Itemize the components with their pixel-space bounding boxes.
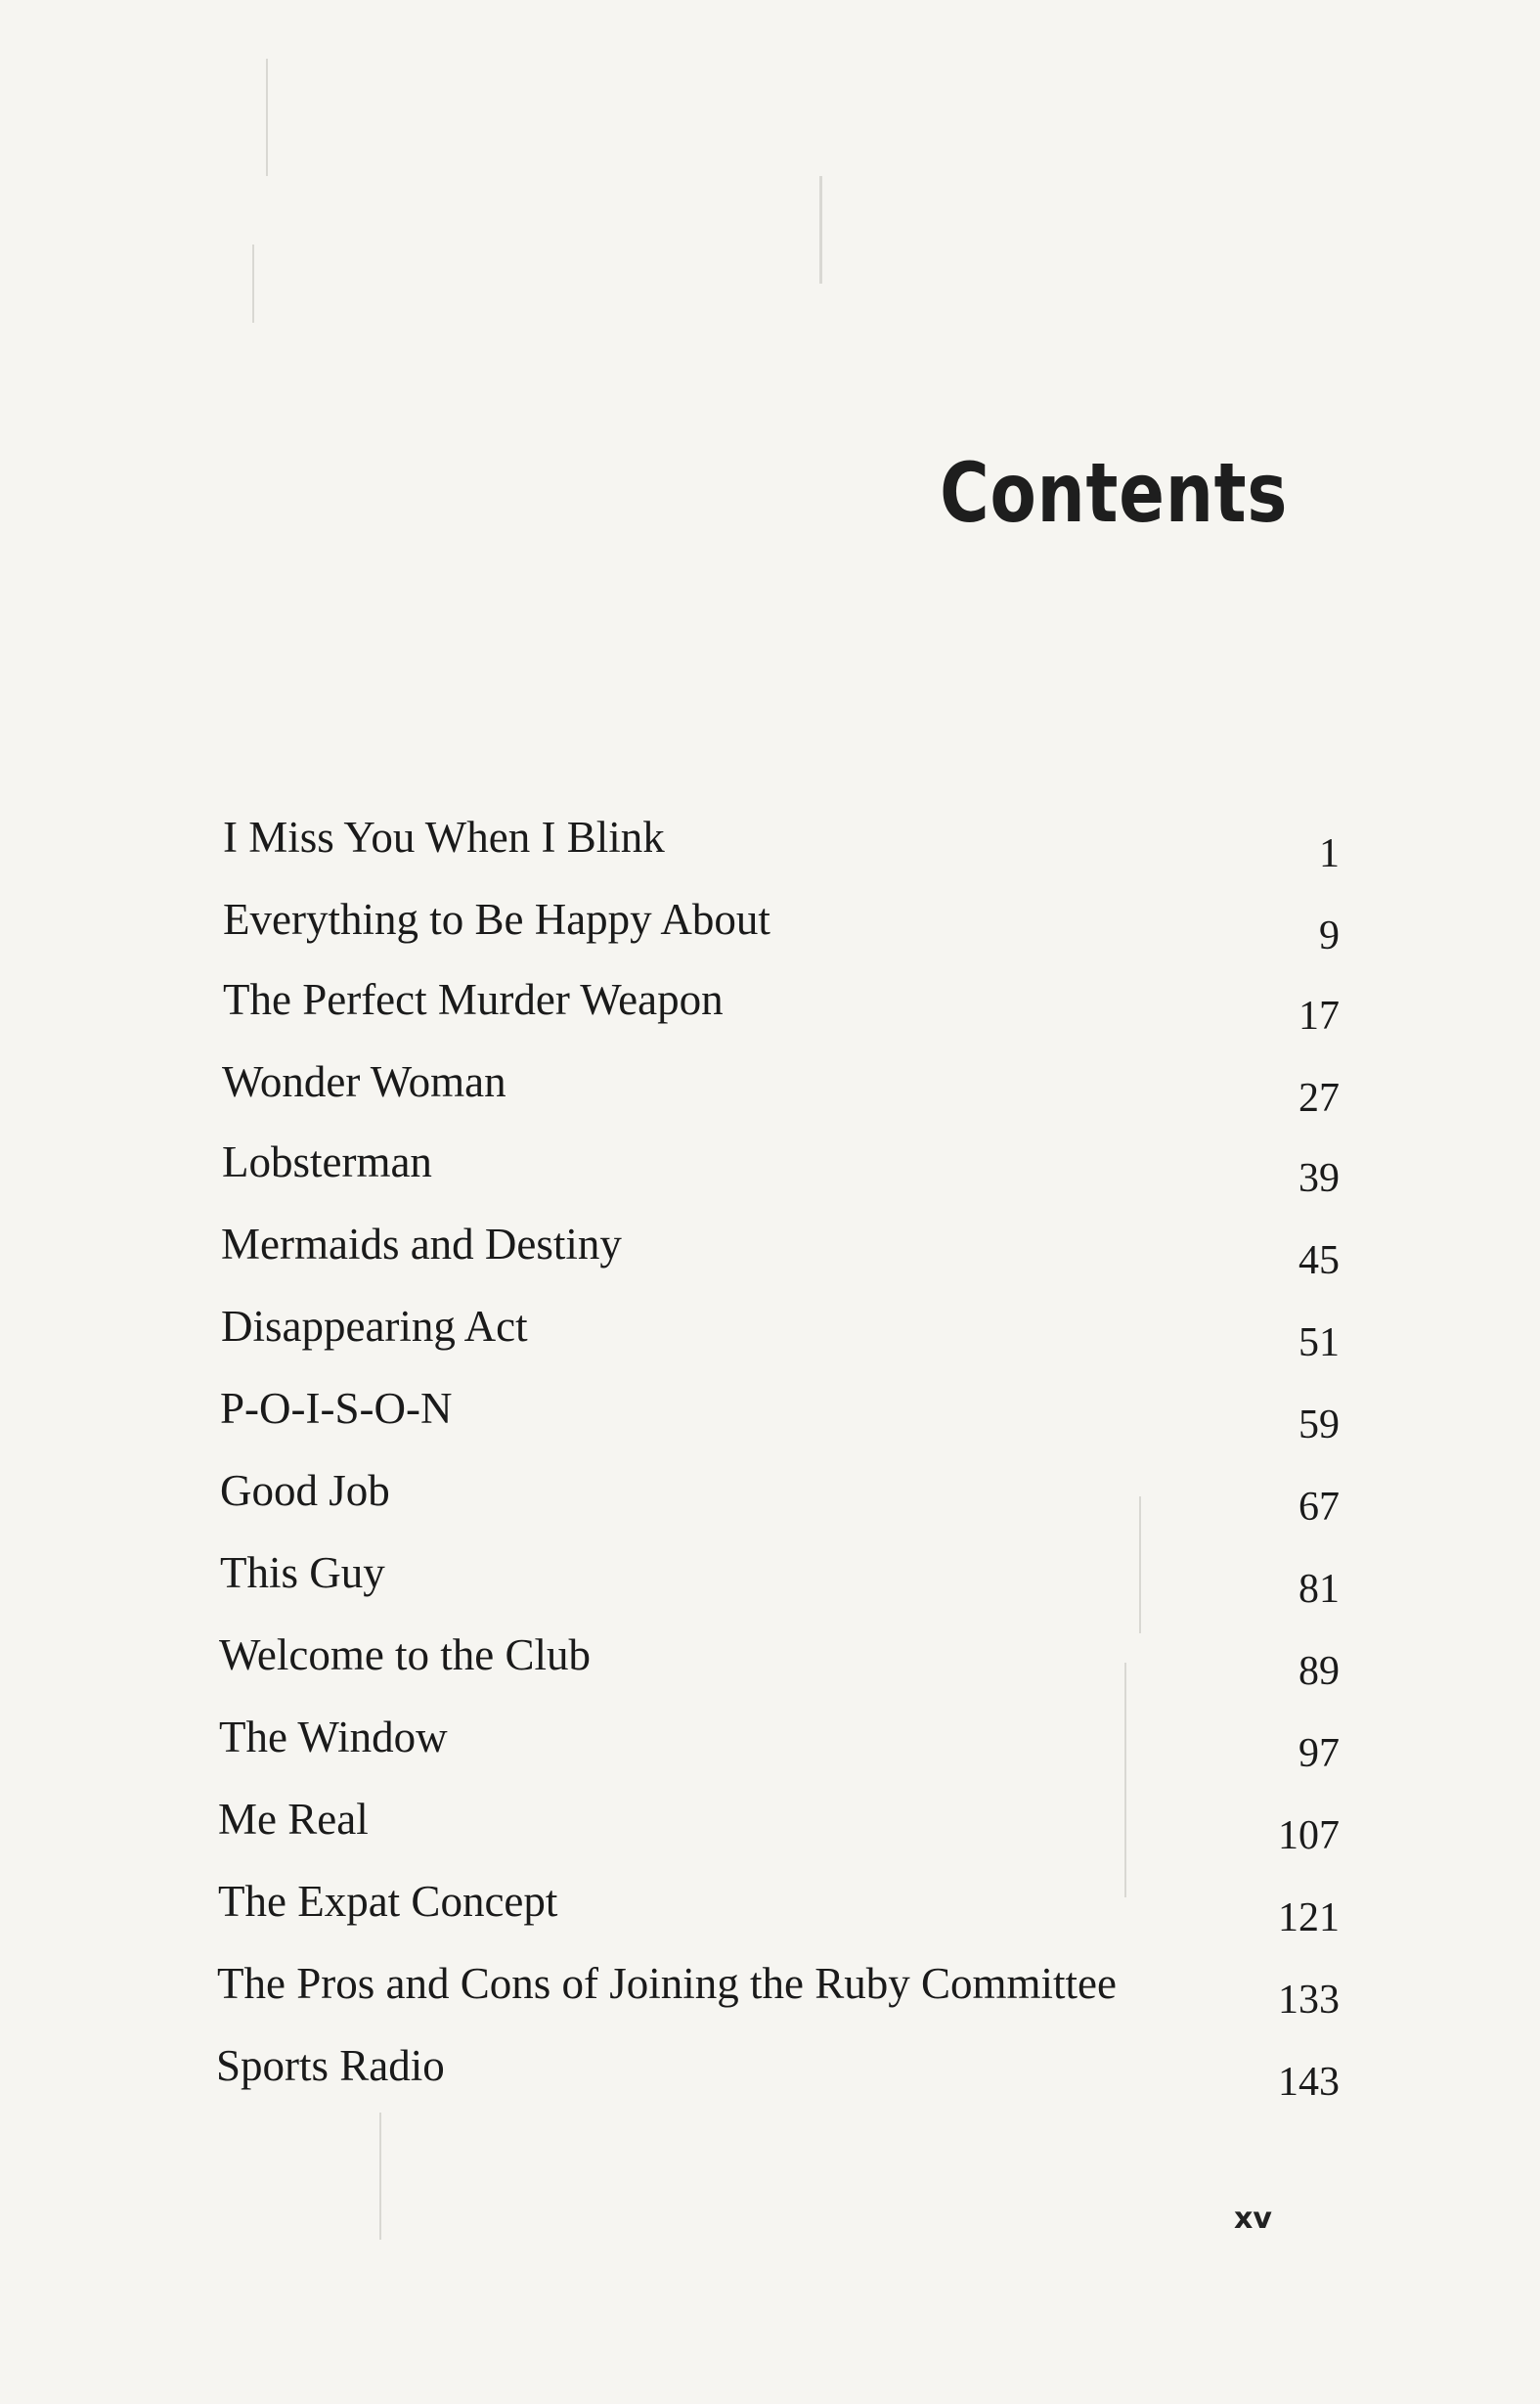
page-number: xv (1234, 2202, 1272, 2236)
toc-entry-page: 59 (1298, 1402, 1340, 1447)
scan-mark (819, 176, 822, 284)
scan-mark (266, 59, 268, 176)
toc-entry-page: 67 (1298, 1485, 1340, 1530)
toc-entry-title: This Guy (220, 1548, 385, 1597)
toc-entry-title: Me Real (218, 1795, 369, 1844)
toc-entry-title: Sports Radio (216, 2041, 445, 2090)
toc-entry-page: 27 (1298, 1076, 1340, 1121)
toc-entry-title: The Window (219, 1713, 448, 1761)
scan-mark (1124, 1663, 1126, 1897)
toc-entry-title: Disappearing Act (221, 1302, 528, 1351)
toc-entry-title: The Perfect Murder Weapon (223, 975, 724, 1024)
toc-entry-page: 39 (1298, 1156, 1340, 1201)
toc-entry-title: The Expat Concept (218, 1877, 558, 1926)
toc-entry-title: Wonder Woman (222, 1057, 506, 1106)
toc-entry-page: 17 (1298, 994, 1340, 1039)
toc-entry-title: Good Job (220, 1466, 390, 1515)
toc-entry-page: 107 (1278, 1813, 1340, 1858)
toc-entry-page: 143 (1278, 2060, 1340, 2105)
toc-entry-title: P-O-I-S-O-N (220, 1384, 453, 1433)
toc-entry-title: Lobsterman (222, 1137, 432, 1186)
page-title: Contents (939, 445, 1288, 541)
toc-entry-title: The Pros and Cons of Joining the Ruby Committee (217, 1959, 1117, 2008)
scan-mark (252, 245, 254, 323)
toc-entry-title: Everything to Be Happy About (223, 895, 770, 944)
toc-entry-title: Welcome to the Club (219, 1630, 592, 1679)
scan-mark (1139, 1496, 1141, 1633)
toc-entry-page: 89 (1298, 1649, 1340, 1694)
toc-entry-page: 1 (1319, 831, 1340, 876)
scan-mark (379, 2113, 381, 2240)
toc-entry-page: 9 (1319, 913, 1340, 958)
toc-entry-page: 121 (1278, 1895, 1340, 1940)
toc-entry-page: 133 (1278, 1978, 1340, 2023)
toc-entry-page: 51 (1298, 1320, 1340, 1365)
toc-entry-title: I Miss You When I Blink (223, 813, 665, 862)
toc-entry-page: 81 (1298, 1567, 1340, 1612)
toc-entry-title: Mermaids and Destiny (221, 1220, 622, 1269)
toc-entry-page: 97 (1298, 1731, 1340, 1776)
toc-entry-page: 45 (1298, 1238, 1340, 1283)
